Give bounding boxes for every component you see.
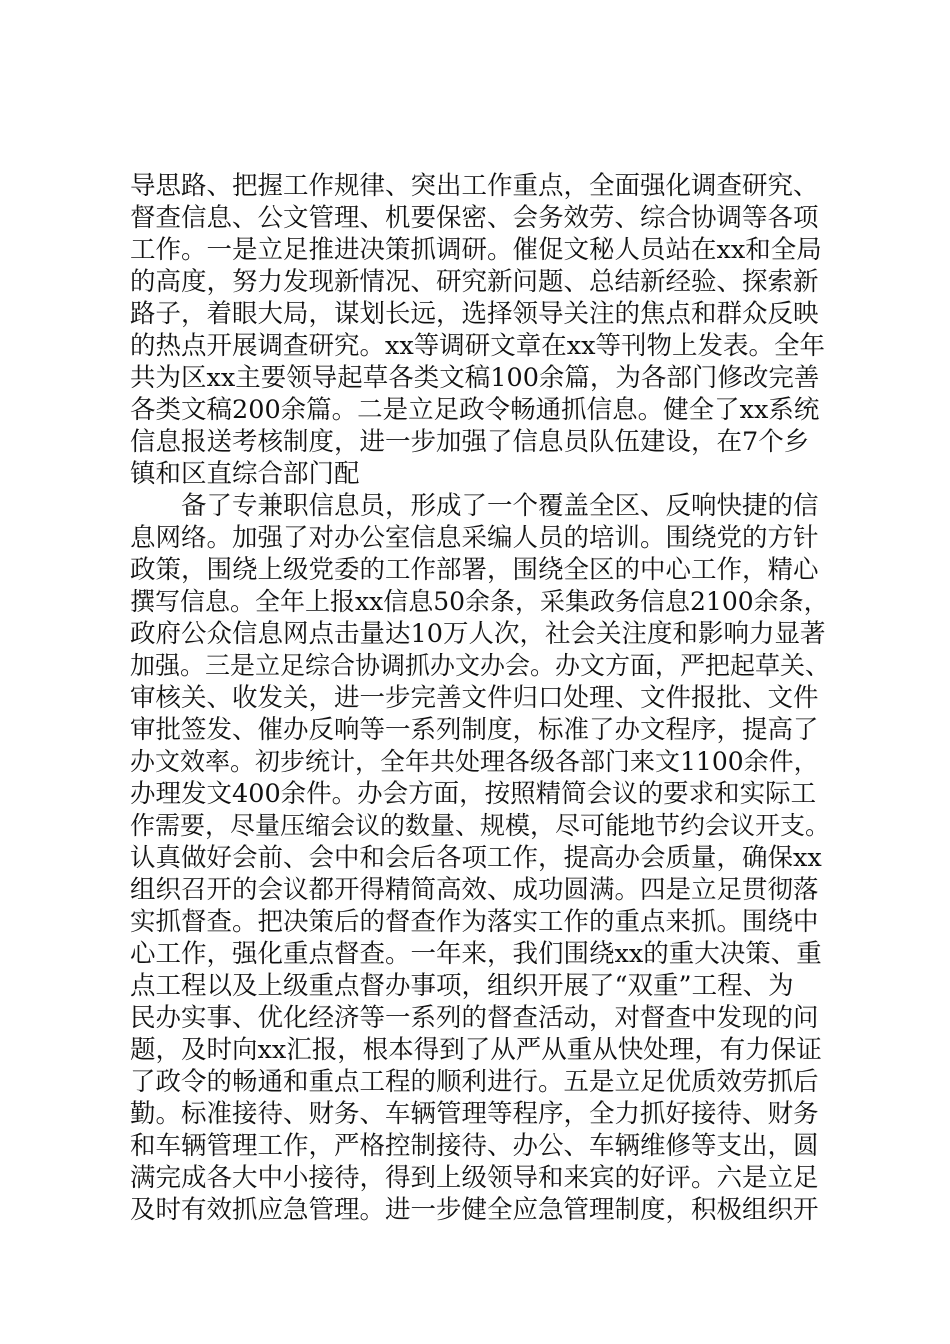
body-text: [130, 170, 830, 1226]
text-line: 的热点开展调查研究。xx等调研文章在xx等刊物上发表。全年: [130, 331, 826, 361]
text-line: 题，及时向xx汇报，根本得到了从严从重从快处理，有力保证: [130, 1035, 822, 1065]
text-line: 办文效率。初步统计，全年共处理各级各部门来文1100余件，: [130, 747, 819, 776]
text-line: 工作。一是立足推进决策抓调研。催促文秘人员站在xx和全局: [130, 235, 822, 265]
text-line: 审核关、收发关，进一步完善文件归口处理、文件报批、文件: [130, 683, 819, 713]
text-line: 办理发文400余件。办会方面，按照精简会议的要求和实际工: [130, 779, 817, 809]
text-line: 作需要，尽量压缩会议的数量、规模，尽可能地节约会议开支。: [130, 811, 830, 840]
text-line: 了政令的畅通和重点工程的顺利进行。五是立足优质效劳抓后: [130, 1067, 819, 1097]
text-line: 路子，着眼大局，谋划长远，选择领导关注的焦点和群众反映: [130, 299, 819, 329]
text-line: 民办实事、优化经济等一系列的督查活动，对督查中发现的问: [130, 1003, 819, 1033]
text-line: 镇和区直综合部门配: [130, 459, 360, 489]
text-line: 备了专兼职信息员，形成了一个覆盖全区、反响快捷的信: [130, 491, 819, 521]
text-line: 实抓督查。把决策后的督查作为落实工作的重点来抓。围绕中: [130, 907, 819, 937]
text-line: 督查信息、公文管理、机要保密、会务效劳、综合协调等各项: [130, 203, 819, 233]
text-line: 政府公众信息网点击量达10万人次，社会关注度和影响力显著: [130, 619, 826, 649]
text-line: 政策，围绕上级党委的工作部署，围绕全区的中心工作，精心: [130, 555, 819, 585]
text-line: 点工程以及上级重点督办事项，组织开展了“双重”工程、为: [130, 971, 794, 1001]
text-line: 的高度，努力发现新情况、研究新问题、总结新经验、探索新: [130, 267, 819, 297]
text-line: 勤。标准接待、财务、车辆管理等程序，全力抓好接待、财务: [130, 1099, 819, 1129]
text-line: 及时有效抓应急管理。进一步健全应急管理制度，积极组织开: [130, 1195, 819, 1225]
text-line: 信息报送考核制度，进一步加强了信息员队伍建设，在7个乡: [130, 427, 810, 457]
text-line: 组织召开的会议都开得精简高效、成功圆满。四是立足贯彻落: [130, 875, 819, 905]
text-line: 撰写信息。全年上报xx信息50余条，采集政务信息2100余条，: [130, 587, 829, 616]
text-line: 加强。三是立足综合协调抓办文办会。办文方面，严把起草关、: [130, 651, 830, 680]
text-line: 满完成各大中小接待，得到上级领导和来宾的好评。六是立足: [130, 1163, 819, 1193]
text-line: 审批签发、催办反响等一系列制度，标准了办文程序，提高了: [130, 715, 819, 745]
text-line: 导思路、把握工作规律、突出工作重点，全面强化调查研究、: [130, 171, 819, 201]
text-line: 认真做好会前、会中和会后各项工作，提高办会质量，确保xx: [130, 843, 822, 873]
text-line: 共为区xx主要领导起草各类文稿100余篇，为各部门修改完善: [130, 363, 820, 393]
text-line: 各类文稿200余篇。二是立足政令畅通抓信息。健全了xx系统: [130, 395, 820, 425]
text-line: 和车辆管理工作，严格控制接待、办公、车辆维修等支出，圆: [130, 1131, 819, 1161]
text-line: 息网络。加强了对办公室信息采编人员的培训。围绕党的方针: [130, 523, 819, 553]
text-line: 心工作，强化重点督查。一年来，我们围绕xx的重大决策、重: [130, 939, 822, 969]
